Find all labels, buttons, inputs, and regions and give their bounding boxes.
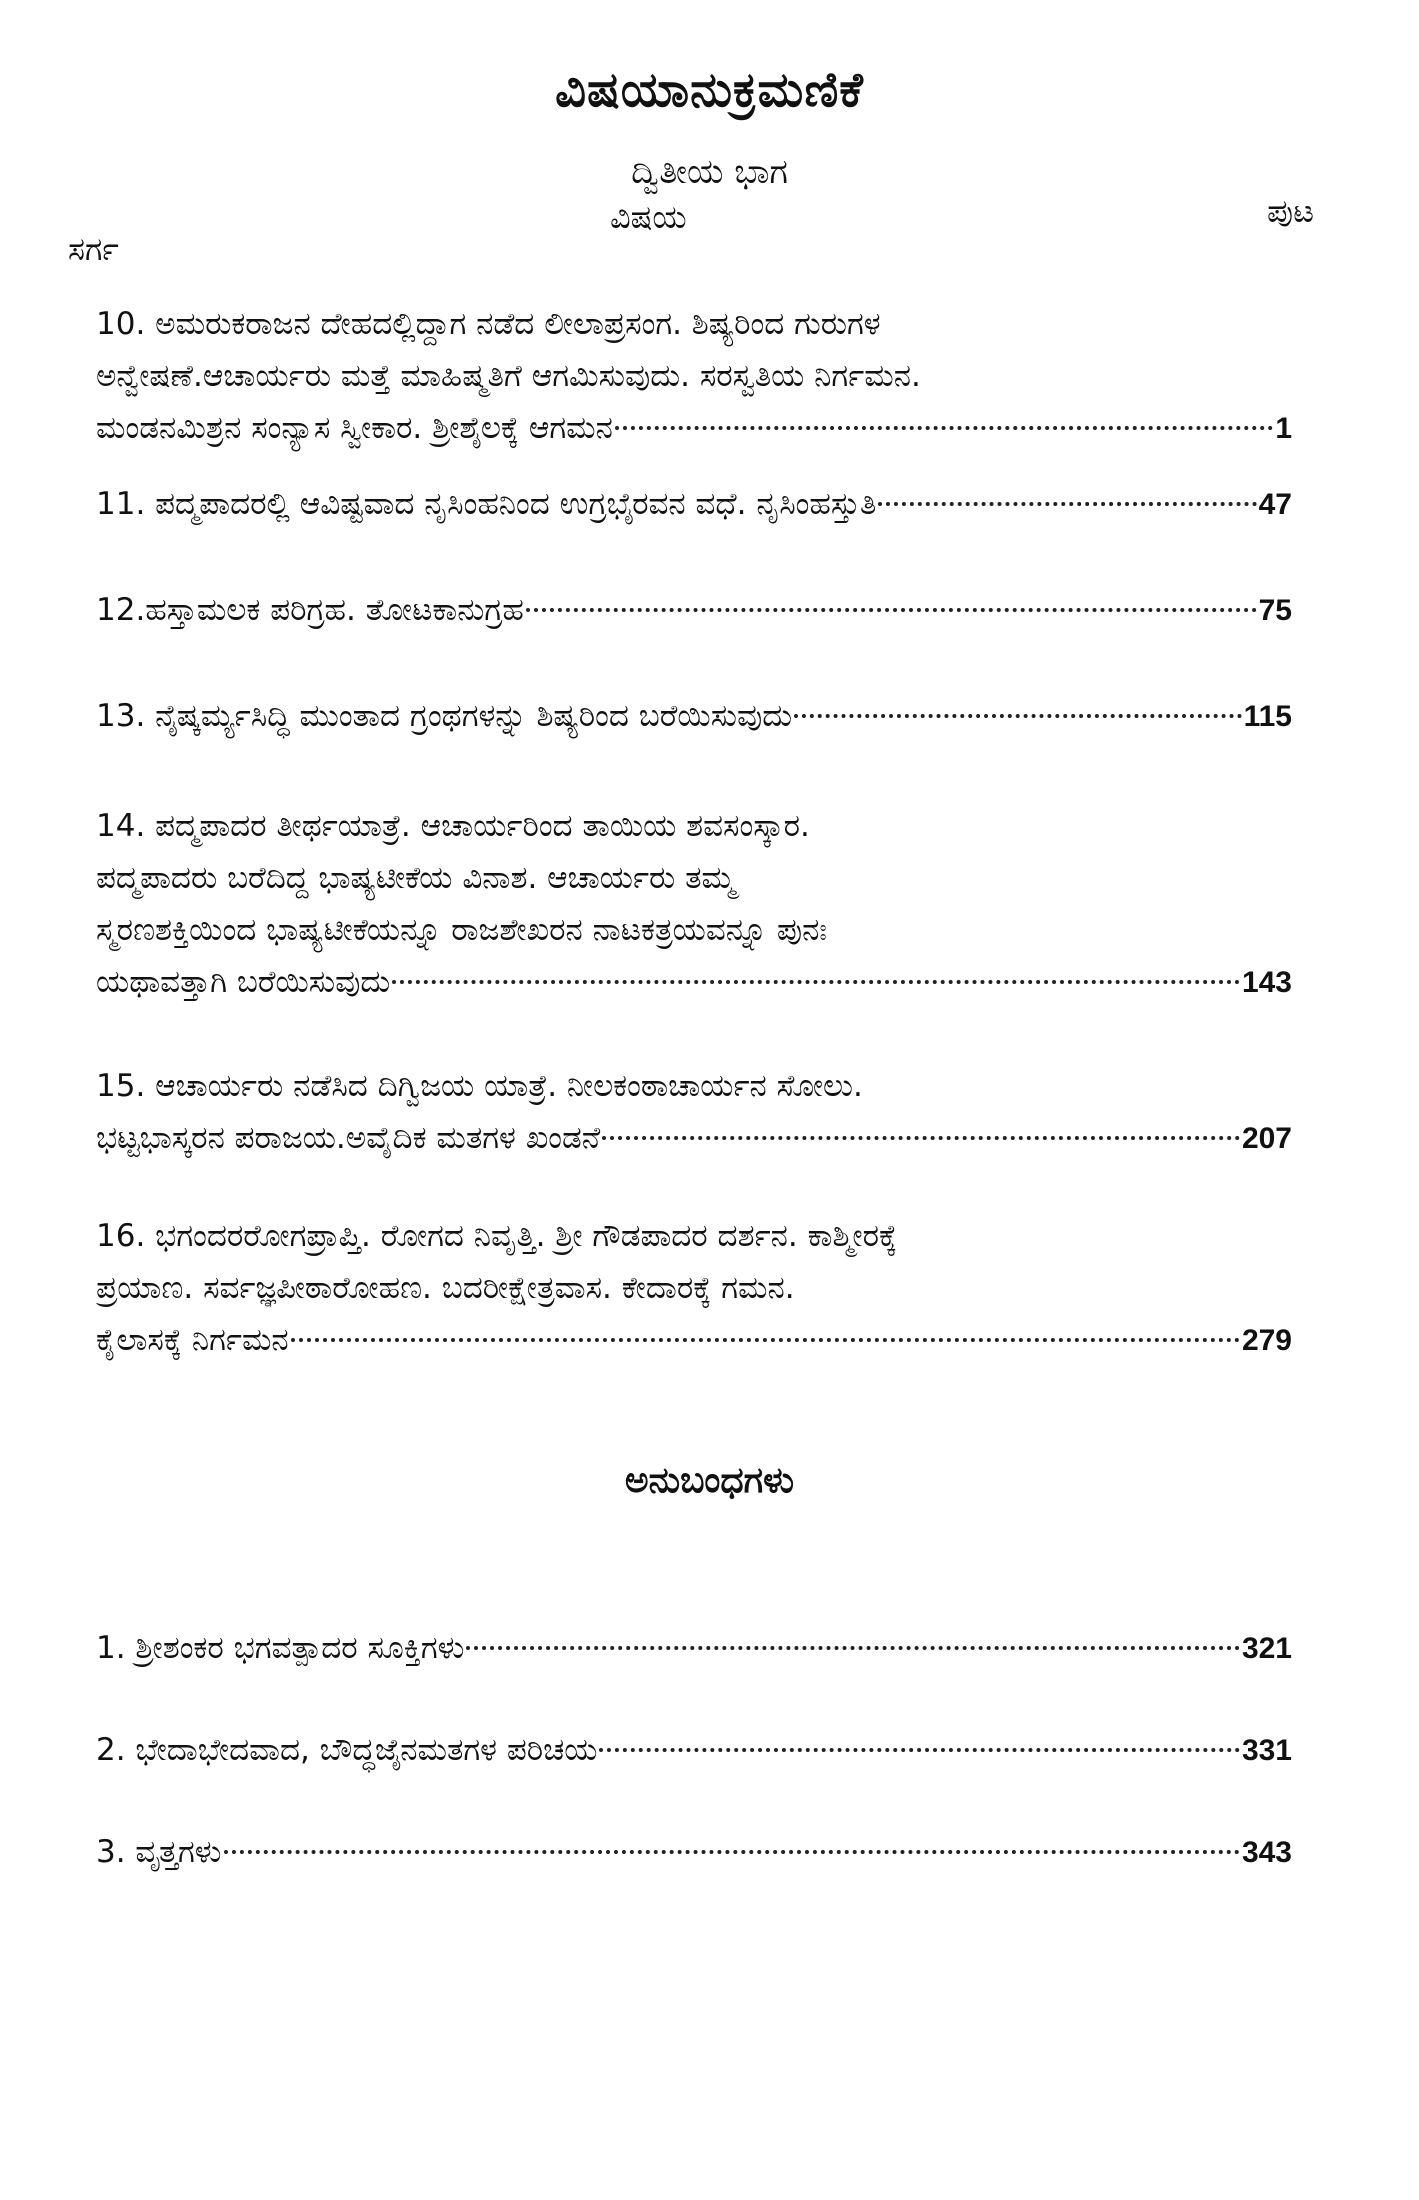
chapter-entry-line: ಮಂಡನಮಿಶ್ರನ ಸಂನ್ಯಾಸ ಸ್ವೀಕಾರ. ಶ್ರೀಶೈಲಕ್ಕೆ ಆಗಮನ	[96, 410, 613, 446]
chapter-entry-line: 14. ಪದ್ಮಪಾದರ ತೀರ್ಥಯಾತ್ರೆ. ಆಚಾರ್ಯರಿಂದ ತಾಯಿಯ ಶವಸಂಸ್ಕಾರ.	[96, 808, 810, 844]
appendice-entry	[96, 1622, 1292, 1674]
dot-leader	[291, 1338, 1240, 1342]
page-number: 343	[1241, 1836, 1292, 1869]
chapter-entry-last-line	[96, 956, 1292, 1008]
chapter-entry-line: ಅನ್ವೇಷಣೆ.ಆಚಾರ್ಯರು ಮತ್ತೆ ಮಾಹಿಷ್ಮತಿಗೆ ಆಗಮಿಸುವುದು. ಸರಸ್ವತಿಯ ನಿರ್ಗಮನ.	[96, 358, 921, 394]
column-header-page: ಪುಟ	[1267, 192, 1314, 230]
chapter-entry-line: ಪದ್ಮಪಾದರು ಬರೆದಿದ್ದ ಭಾಷ್ಯಟೀಕೆಯ ವಿನಾಶ. ಆಚಾರ್ಯರು ತಮ್ಮ	[96, 860, 736, 896]
appendice-entry-line: 2. ಭೇದಾಭೇದವಾದ, ಬೌದ್ಧಜೈನಮತಗಳ ಪರಿಚಯ	[96, 1732, 598, 1768]
dot-leader	[878, 502, 1256, 506]
dot-leader	[526, 608, 1257, 612]
chapter-entry	[96, 478, 1292, 530]
column-header-chapter: ಸರ್ಗ	[68, 230, 119, 268]
column-header-subject: ವಿಷಯ	[610, 198, 687, 236]
chapter-entry-last-line	[96, 478, 1292, 530]
appendice-entry	[96, 1826, 1292, 1878]
page-number: 279	[1241, 1324, 1292, 1357]
page-subtitle: ದ್ವಿತೀಯ ಭಾಗ	[631, 152, 788, 192]
chapter-entry-line: 10. ಅಮರುಕರಾಜನ ದೇಹದಲ್ಲಿದ್ದಾಗ ನಡೆದ ಲೀಲಾಪ್ರಸಂಗ. ಶಿಷ್ಯರಿಂದ ಗುರುಗಳ	[96, 306, 881, 342]
page-number: 143	[1241, 966, 1292, 999]
dot-leader	[224, 1850, 1240, 1854]
chapter-entry	[96, 298, 1292, 454]
appendix-heading: ಅನುಬಂಧಗಳು	[624, 1460, 795, 1501]
chapter-entry	[96, 1210, 1292, 1366]
page-number: 1	[1275, 412, 1292, 445]
chapter-entry-line: ಯಥಾವತ್ತಾಗಿ ಬರೆಯಿಸುವುದು	[96, 964, 391, 1000]
chapter-entry-line: 16. ಭಗಂದರರೋಗಪ್ರಾಪ್ತಿ. ರೋಗದ ನಿವೃತ್ತಿ. ಶ್ರೀ ಗೌಡಪಾದರ ದರ್ಶನ. ಕಾಶ್ಮೀರಕ್ಕೆ	[96, 1218, 898, 1254]
appendice-entry-last-line	[96, 1622, 1292, 1674]
dot-leader	[602, 1136, 1240, 1140]
chapter-entry-line: ಸ್ಮರಣಶಕ್ತಿಯಿಂದ ಭಾಷ್ಯಟೀಕೆಯನ್ನೂ ರಾಜಶೇಖರನ ನಾಟಕತ್ರಯವನ್ನೂ ಪುನಃ	[96, 912, 828, 948]
chapter-entry	[96, 690, 1292, 742]
chapter-entry-last-line	[96, 1112, 1292, 1164]
chapter-entry-last-line	[96, 402, 1292, 454]
dot-leader	[599, 1748, 1239, 1752]
chapter-entry-line: 13. ನೈಷ್ಕರ್ಮ್ಯಸಿದ್ಧಿ ಮುಂತಾದ ಗ್ರಂಥಗಳನ್ನು ಶಿಷ್ಯರಿಂದ ಬರೆಯಿಸುವುದು	[96, 698, 793, 734]
page-number: 321	[1241, 1632, 1292, 1665]
dot-leader	[466, 1646, 1240, 1650]
chapter-entry	[96, 584, 1292, 636]
chapter-entry-last-line	[96, 690, 1292, 742]
chapter-entry	[96, 1060, 1292, 1164]
appendice-entry-line: 3. ವೃತ್ತಗಳು	[96, 1834, 222, 1870]
dot-leader	[794, 714, 1241, 718]
chapter-entry-line: 12.ಹಸ್ತಾಮಲಕ ಪರಿಗ್ರಹ. ತೋಟಕಾನುಗ್ರಹ	[96, 592, 524, 628]
chapter-entry	[96, 800, 1292, 1008]
page-number: 331	[1241, 1734, 1292, 1767]
page-number: 47	[1258, 488, 1292, 521]
page-number: 75	[1258, 594, 1292, 627]
chapter-entry-line: 15. ಆಚಾರ್ಯರು ನಡೆಸಿದ ದಿಗ್ವಿಜಯ ಯಾತ್ರೆ. ನೀಲಕಂಠಾಚಾರ್ಯನ ಸೋಲು.	[96, 1068, 863, 1104]
appendice-entry	[96, 1724, 1292, 1776]
dot-leader	[615, 426, 1273, 430]
page-number: 115	[1243, 700, 1292, 733]
appendice-entry-last-line	[96, 1826, 1292, 1878]
dot-leader	[392, 980, 1240, 984]
appendice-entry-last-line	[96, 1724, 1292, 1776]
chapter-entry-last-line	[96, 1314, 1292, 1366]
chapter-entry-line: ಭಟ್ಟಭಾಸ್ಕರನ ಪರಾಜಯ.ಅವೈದಿಕ ಮತಗಳ ಖಂಡನೆ	[96, 1120, 601, 1156]
chapter-entry-line: ಪ್ರಯಾಣ. ಸರ್ವಜ್ಞಪೀಠಾರೋಹಣ. ಬದರೀಕ್ಷೇತ್ರವಾಸ. ಕೇದಾರಕ್ಕೆ ಗಮನ.	[96, 1270, 795, 1306]
page-title: ವಿಷಯಾನುಕ್ರಮಣಿಕೆ	[555, 62, 864, 118]
appendice-entry-line: 1. ಶ್ರೀಶಂಕರ ಭಗವತ್ಪಾದರ ಸೂಕ್ತಿಗಳು	[96, 1630, 465, 1666]
page-number: 207	[1241, 1122, 1292, 1155]
chapter-entry-last-line	[96, 584, 1292, 636]
chapter-entry-line: ಕೈಲಾಸಕ್ಕೆ ನಿರ್ಗಮನ	[96, 1322, 289, 1358]
chapter-entry-line: 11. ಪದ್ಮಪಾದರಲ್ಲಿ ಆವಿಷ್ಟವಾದ ನೃಸಿಂಹನಿಂದ ಉಗ್ರಭೈರವನ ವಧೆ. ನೃಸಿಂಹಸ್ತುತಿ	[96, 486, 877, 522]
